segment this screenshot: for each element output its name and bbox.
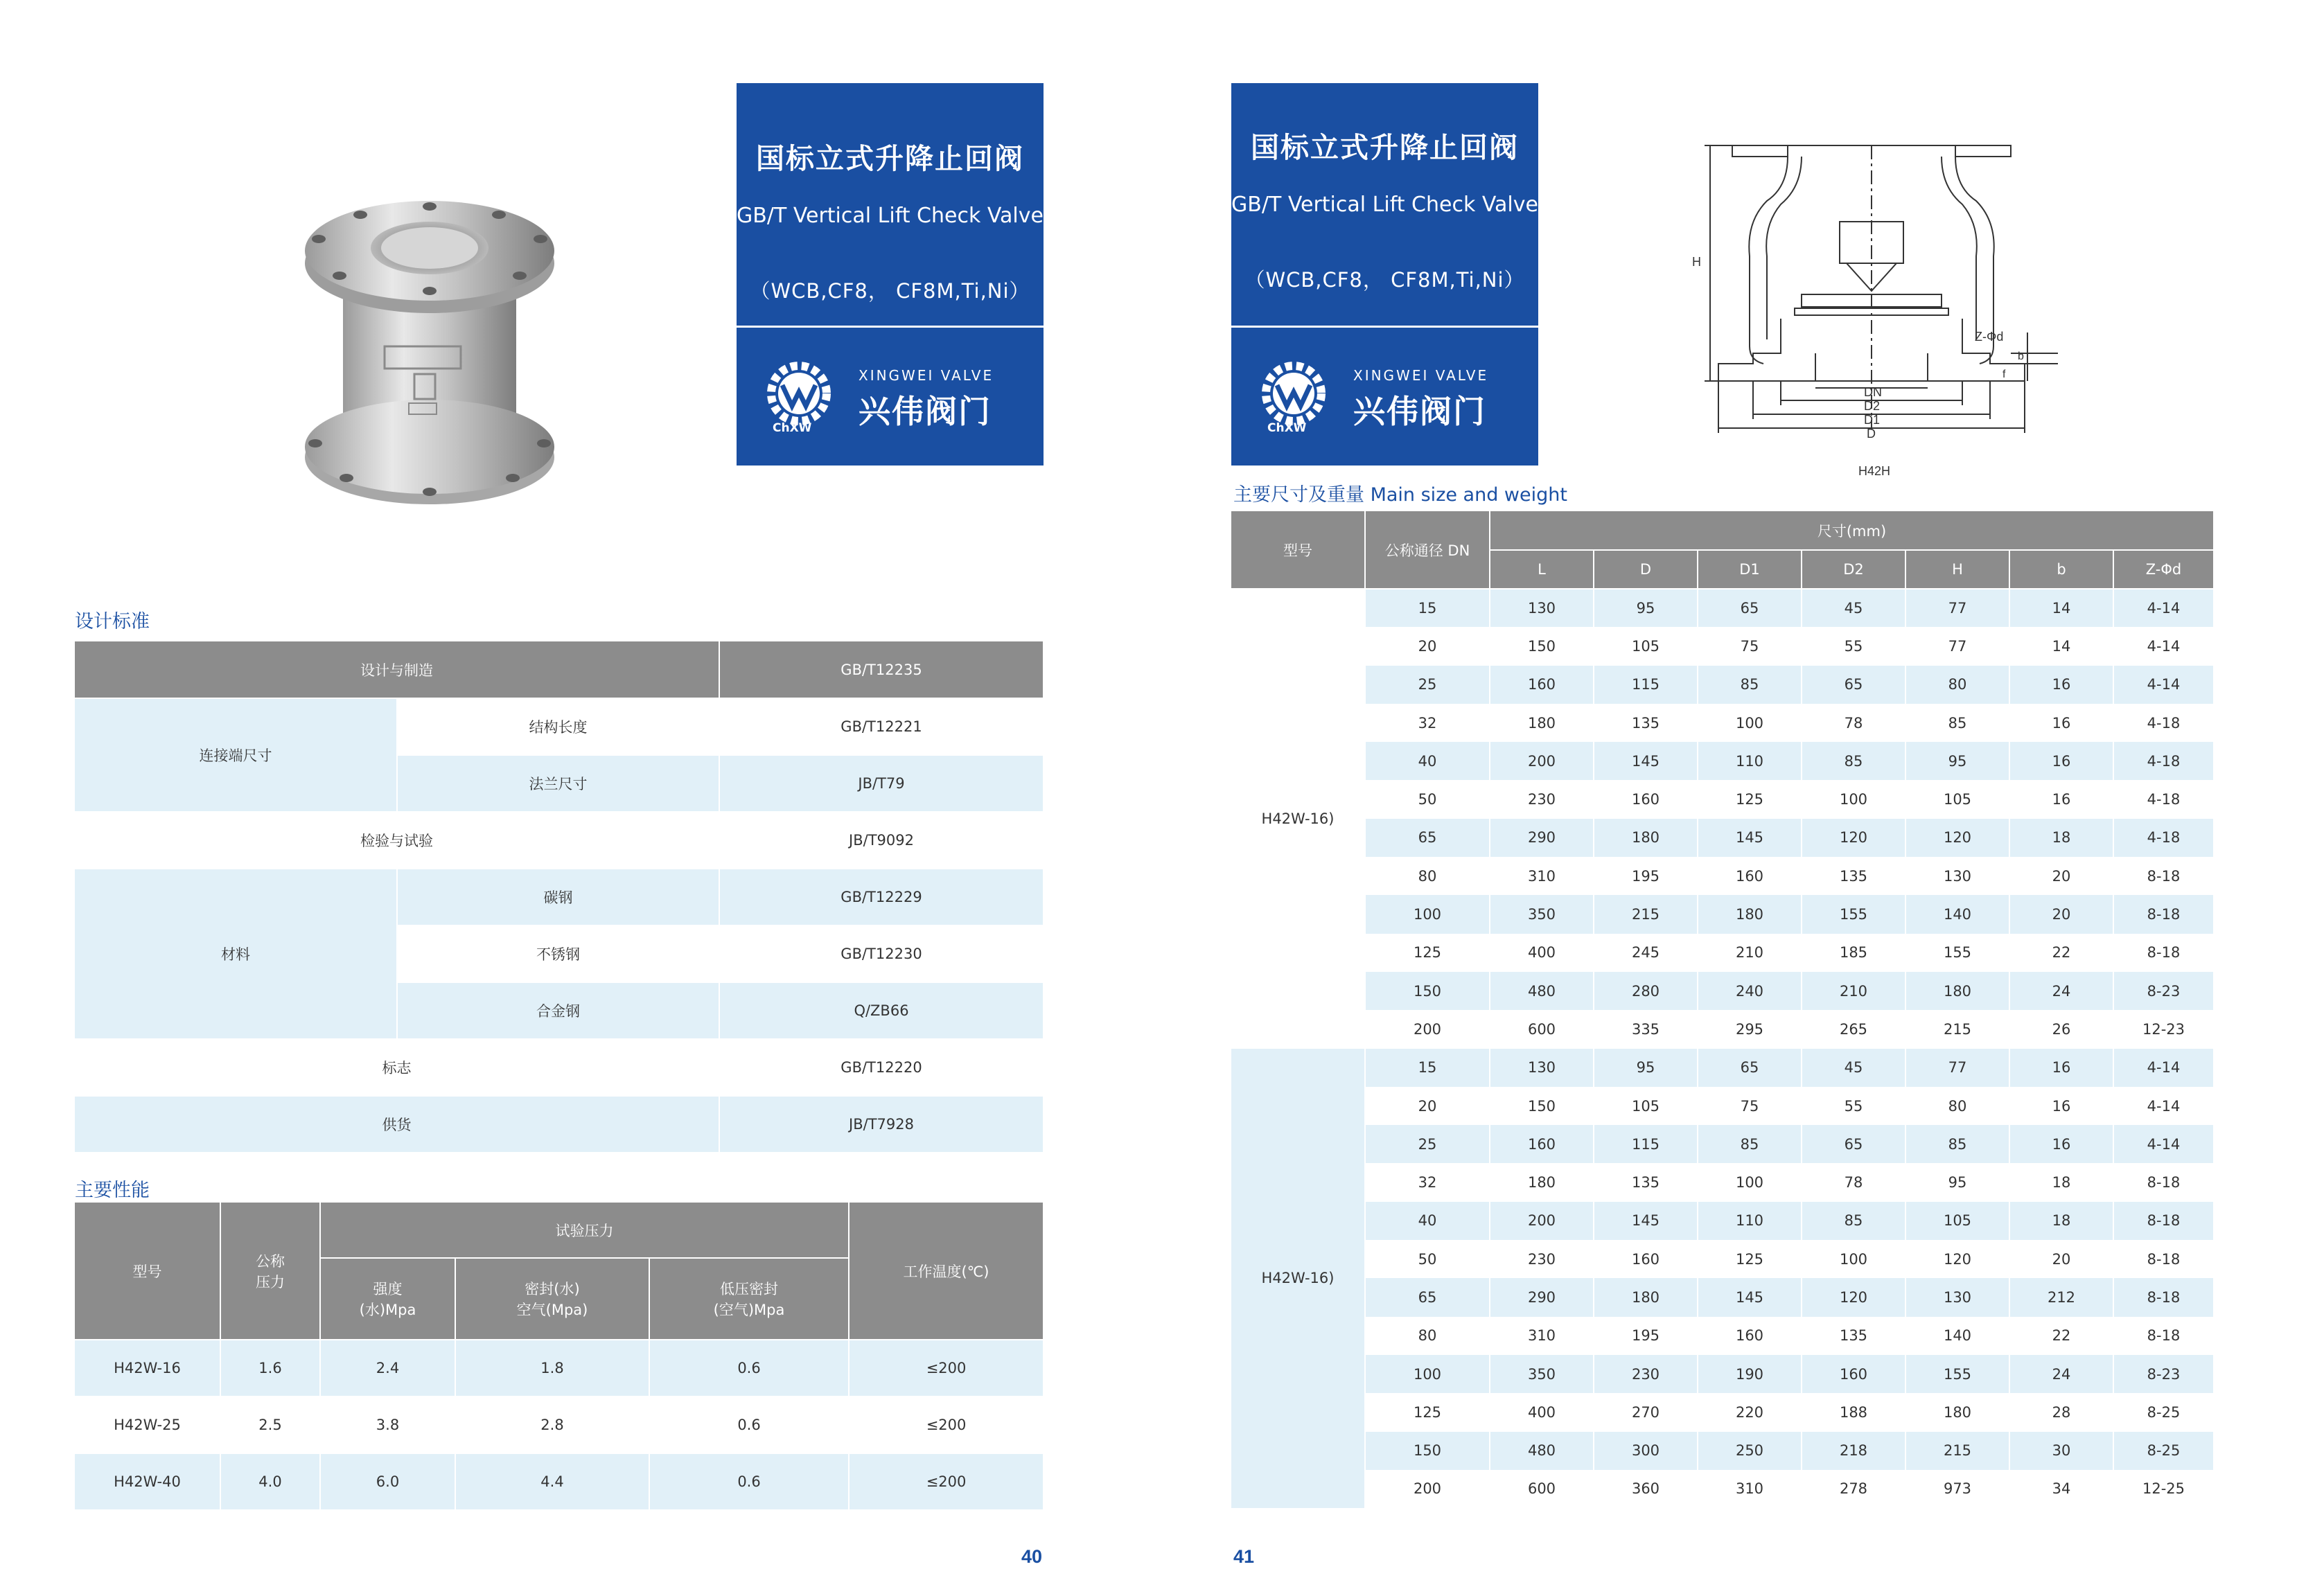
table-cell: 310 — [1490, 1317, 1594, 1355]
table-cell: 230 — [1594, 1355, 1698, 1393]
table-cell: 215 — [1905, 1432, 2009, 1470]
table-cell: 8-25 — [2113, 1393, 2214, 1431]
table-cell: 180 — [1698, 895, 1802, 933]
page-number-right: 41 — [1233, 1546, 1255, 1567]
table-cell: 270 — [1594, 1393, 1698, 1431]
table-cell: 218 — [1802, 1432, 1905, 1470]
table-row — [1231, 857, 2214, 895]
table-cell: 55 — [1802, 1087, 1905, 1125]
drawing-model-label: H42H — [1858, 464, 1891, 478]
table-cell: 180 — [1905, 972, 2009, 1010]
table-cell: 150 — [1365, 972, 1490, 1010]
model-cell: H42W-16) — [1231, 1049, 1365, 1509]
table-cell: 20 — [2009, 1240, 2113, 1278]
logo-abbr: ChXW — [773, 421, 812, 435]
perf-model-header: 型号 — [75, 1203, 220, 1340]
table-cell: 120 — [1905, 1240, 2009, 1278]
table-cell: 160 — [1594, 780, 1698, 818]
table-cell: 120 — [1802, 819, 1905, 857]
page-number-left: 40 — [1021, 1546, 1043, 1567]
table-cell: 4-18 — [2113, 704, 2214, 742]
marking-value: GB/T12220 — [719, 1039, 1044, 1096]
drawing-dn-label: DN — [1864, 385, 1882, 399]
table-cell: 45 — [1802, 589, 1905, 627]
table-cell: 65 — [1365, 819, 1490, 857]
table-cell: 40 — [1365, 742, 1490, 780]
table-cell: 135 — [1594, 704, 1698, 742]
product-title-en: GB/T Vertical Lift Check Valve — [1231, 193, 1538, 217]
table-cell: 15 — [1365, 589, 1490, 627]
table-cell: 600 — [1490, 1010, 1594, 1048]
size-dn-header: 公称通径 DN — [1365, 511, 1490, 589]
table-cell: 50 — [1365, 1240, 1490, 1278]
size-table-title: 主要尺寸及重量 Main size and weight — [1233, 484, 1567, 506]
table-cell: 85 — [1698, 1125, 1802, 1163]
drawing-d1-label: D1 — [1864, 413, 1881, 427]
flange-size-label: 法兰尺寸 — [397, 755, 719, 812]
perf-test-pressure-header: 试验压力 — [320, 1203, 849, 1258]
table-cell: 220 — [1698, 1393, 1802, 1431]
table-cell: 4-14 — [2113, 1125, 2214, 1163]
table-cell: 155 — [1905, 934, 2009, 972]
stainless-steel-label: 不锈钢 — [397, 925, 719, 982]
table-row — [1231, 1317, 2214, 1355]
table-cell: 120 — [1802, 1278, 1905, 1316]
drawing-d2-label: D2 — [1864, 399, 1881, 413]
table-row: H42W-25 2.5 3.8 2.8 0.6 ≤200 — [75, 1397, 1044, 1453]
flange-size-value: JB/T79 — [719, 755, 1044, 812]
table-cell: 95 — [1905, 742, 2009, 780]
company-logo — [737, 339, 1044, 457]
size-mm-header: 尺寸(mm) — [1490, 511, 2214, 550]
table-cell: 145 — [1594, 1202, 1698, 1240]
table-cell: 4-18 — [2113, 742, 2214, 780]
performance-table — [75, 1203, 1044, 1511]
product-materials: （WCB,CF8， CF8M,Ti,Ni） — [750, 279, 1030, 303]
table-cell: 16 — [2009, 704, 2113, 742]
table-cell: 350 — [1490, 1355, 1594, 1393]
size-model-header: 型号 — [1231, 511, 1365, 589]
table-cell: 16 — [2009, 742, 2113, 780]
table-cell: 8-25 — [2113, 1432, 2214, 1470]
table-cell: 100 — [1802, 1240, 1905, 1278]
drawing-f-label: f — [2002, 369, 2006, 380]
table-cell: 20 — [1365, 627, 1490, 665]
table-cell: 180 — [1594, 819, 1698, 857]
table-cell: 130 — [1490, 589, 1594, 627]
table-row — [1231, 1049, 2214, 1087]
table-cell: 105 — [1905, 780, 2009, 818]
table-cell: 14 — [2009, 589, 2113, 627]
table-cell: 15 — [1365, 1049, 1490, 1087]
table-cell: 16 — [2009, 1125, 2113, 1163]
table-cell: 200 — [1365, 1010, 1490, 1048]
size-table: 型号 公称通径 DN 尺寸(mm) L D D1 D2 H b Z-Φd H42W-16) 15 130 95 65 45 77 14 4-14 20 150 105 75 55 77 14 4-14 25 160 115 85 65 80 16 4-14 32 180 135 100 78 85 16 4-18 40 200 145 110 85 95 16 4-18 50 230 160 125 100 105 16 4-18 65 290 180 145 120 120 18 4-18 80 310 195 160 135 130 20 8-18 100 350 215 180 155 140 20 8-18 125 400 245 210 185 155 22 8-18 150 480 280 240 210 180 24 8-23 200 600 335 295 265 215 26 12-23 H42W-16) 15 130 95 65 45 77 16 4-14 20 150 105 75 55 80 16 4-14 25 160 115 85 65 85 16 4-14 32 180 135 100 78 95 18 8-18 40 200 145 110 85 105 18 8-18 50 230 160 125 100 120 20 8-18 65 290 180 145 120 130 212 8-18 80 310 195 160 135 140 22 8-18 100 350 230 190 160 155 24 8-23 125 400 270 220 188 180 28 8-25 150 480 300 250 218 215 30 8-25 200 600 360 310 278 973 34 12-25 — [1231, 511, 2215, 1508]
table-cell: 65 — [1802, 666, 1905, 704]
table-cell: 210 — [1802, 972, 1905, 1010]
table-cell: 230 — [1490, 1240, 1594, 1278]
model-cell: H42W-16) — [1231, 589, 1365, 1049]
table-cell: 26 — [2009, 1010, 2113, 1048]
table-cell: 480 — [1490, 1432, 1594, 1470]
table-cell: 140 — [1905, 1317, 2009, 1355]
table-cell: 78 — [1802, 1163, 1905, 1201]
table-cell: 75 — [1698, 1087, 1802, 1125]
table-cell: 278 — [1802, 1470, 1905, 1508]
table-cell: 125 — [1698, 780, 1802, 818]
brand-box-right — [1231, 83, 1538, 466]
table-cell: 45 — [1802, 1049, 1905, 1087]
table-cell: 350 — [1490, 895, 1594, 933]
table-cell: 180 — [1490, 1163, 1594, 1201]
table-row — [1231, 1432, 2214, 1470]
table-cell: 310 — [1490, 857, 1594, 895]
table-row — [1231, 589, 2214, 627]
table-cell: 100 — [1698, 704, 1802, 742]
table-cell: 50 — [1365, 780, 1490, 818]
logo-abbr: ChXW — [1267, 421, 1307, 435]
table-cell: 400 — [1490, 1393, 1594, 1431]
connection-label: 连接端尺寸 — [75, 698, 397, 812]
table-row: H42W-16 1.6 2.4 1.8 0.6 ≤200 — [75, 1340, 1044, 1397]
table-cell: 145 — [1698, 819, 1802, 857]
logo-en: XINGWEI VALVE — [859, 367, 994, 384]
table-row — [1231, 1202, 2214, 1240]
table-cell: 18 — [2009, 1202, 2113, 1240]
logo-en: XINGWEI VALVE — [1353, 367, 1489, 384]
table-cell: 155 — [1802, 895, 1905, 933]
table-cell: 100 — [1365, 895, 1490, 933]
table-row — [1231, 704, 2214, 742]
product-title-cn: 国标立式升降止回阀 — [756, 142, 1024, 175]
table-cell: 18 — [2009, 819, 2113, 857]
table-cell: 12-23 — [2113, 1010, 2214, 1048]
table-cell: 100 — [1365, 1355, 1490, 1393]
table-cell: 78 — [1802, 704, 1905, 742]
table-cell: 110 — [1698, 742, 1802, 780]
table-cell: 18 — [2009, 1163, 2113, 1201]
perf-seal-header: 密封(水) 空气(Mpa) — [455, 1258, 649, 1340]
table-row — [1231, 1240, 2214, 1278]
table-cell: 100 — [1698, 1163, 1802, 1201]
table-cell: 80 — [1905, 1087, 2009, 1125]
product-title-cn: 国标立式升降止回阀 — [1251, 131, 1519, 164]
table-cell: 130 — [1905, 1278, 2009, 1316]
table-cell: 160 — [1698, 1317, 1802, 1355]
table-cell: 8-18 — [2113, 1278, 2214, 1316]
table-cell: 310 — [1698, 1470, 1802, 1508]
valve-section-drawing — [1692, 125, 2058, 485]
table-row — [1231, 780, 2214, 818]
table-cell: 125 — [1365, 934, 1490, 972]
table-row — [1231, 1163, 2214, 1201]
table-cell: 95 — [1594, 589, 1698, 627]
table-cell: 25 — [1365, 1125, 1490, 1163]
table-cell: 80 — [1365, 857, 1490, 895]
table-cell: 4-18 — [2113, 819, 2214, 857]
stainless-steel-value: GB/T12230 — [719, 925, 1044, 982]
table-cell: 22 — [2009, 934, 2113, 972]
table-cell: 77 — [1905, 1049, 2009, 1087]
table-cell: 125 — [1365, 1393, 1490, 1431]
table-cell: 8-18 — [2113, 857, 2214, 895]
table-row — [1231, 1278, 2214, 1316]
table-cell: 16 — [2009, 1049, 2113, 1087]
table-cell: 160 — [1594, 1240, 1698, 1278]
logo-cn: 兴伟阀门 — [859, 393, 992, 430]
table-cell: 65 — [1802, 1125, 1905, 1163]
table-cell: 32 — [1365, 1163, 1490, 1201]
table-row — [1231, 1355, 2214, 1393]
table-cell: 300 — [1594, 1432, 1698, 1470]
design-manufacture-value: GB/T12235 — [719, 641, 1044, 698]
table-cell: 190 — [1698, 1355, 1802, 1393]
table-cell: 4-14 — [2113, 1049, 2214, 1087]
table-cell: 185 — [1802, 934, 1905, 972]
table-cell: 110 — [1698, 1202, 1802, 1240]
perf-strength-header: 强度 (水)Mpa — [320, 1258, 455, 1340]
carbon-steel-label: 碳钢 — [397, 869, 719, 925]
inspection-value: JB/T9092 — [719, 812, 1044, 869]
table-cell: 77 — [1905, 627, 2009, 665]
table-row — [1231, 819, 2214, 857]
table-cell: 16 — [2009, 780, 2113, 818]
table-cell: 195 — [1594, 1317, 1698, 1355]
table-cell: 8-18 — [2113, 1163, 2214, 1201]
table-cell: 195 — [1594, 857, 1698, 895]
table-cell: 95 — [1905, 1163, 2009, 1201]
table-cell: 4-14 — [2113, 1087, 2214, 1125]
table-cell: 34 — [2009, 1470, 2113, 1508]
table-cell: 85 — [1698, 666, 1802, 704]
table-cell: 77 — [1905, 589, 2009, 627]
table-cell: 160 — [1490, 1125, 1594, 1163]
table-cell: 75 — [1698, 627, 1802, 665]
table-row — [1231, 1393, 2214, 1431]
table-cell: 180 — [1490, 704, 1594, 742]
product-materials: （WCB,CF8， CF8M,Ti,Ni） — [1244, 268, 1525, 292]
table-row — [1231, 972, 2214, 1010]
table-cell: 8-23 — [2113, 972, 2214, 1010]
table-cell: 16 — [2009, 666, 2113, 704]
table-cell: 65 — [1698, 1049, 1802, 1087]
table-row — [1231, 895, 2214, 933]
table-cell: 125 — [1698, 1240, 1802, 1278]
table-cell: 85 — [1802, 1202, 1905, 1240]
table-cell: 115 — [1594, 666, 1698, 704]
table-cell: 240 — [1698, 972, 1802, 1010]
table-cell: 150 — [1490, 1087, 1594, 1125]
table-cell: 55 — [1802, 627, 1905, 665]
table-cell: 335 — [1594, 1010, 1698, 1048]
table-cell: 215 — [1594, 895, 1698, 933]
table-cell: 4-14 — [2113, 627, 2214, 665]
table-cell: 973 — [1905, 1470, 2009, 1508]
table-cell: 135 — [1802, 857, 1905, 895]
drawing-d-label: D — [1867, 427, 1876, 441]
table-cell: 20 — [2009, 857, 2113, 895]
table-cell: 105 — [1594, 1087, 1698, 1125]
table-row — [1231, 742, 2214, 780]
table-cell: 105 — [1594, 627, 1698, 665]
performance-title: 主要性能 — [75, 1180, 150, 1201]
table-cell: 4-18 — [2113, 780, 2214, 818]
table-cell: 4-14 — [2113, 589, 2214, 627]
design-standard-title: 设计标准 — [75, 611, 150, 632]
table-cell: 400 — [1490, 934, 1594, 972]
table-cell: 180 — [1905, 1393, 2009, 1431]
table-cell: 8-18 — [2113, 1317, 2214, 1355]
material-label: 材料 — [75, 869, 397, 1039]
table-cell: 180 — [1594, 1278, 1698, 1316]
table-cell: 22 — [2009, 1317, 2113, 1355]
table-cell: 155 — [1905, 1355, 2009, 1393]
table-cell: 265 — [1802, 1010, 1905, 1048]
table-cell: 212 — [2009, 1278, 2113, 1316]
alloy-steel-value: Q/ZB66 — [719, 982, 1044, 1039]
table-cell: 135 — [1594, 1163, 1698, 1201]
inspection-label: 检验与试验 — [75, 812, 719, 869]
table-cell: 290 — [1490, 1278, 1594, 1316]
table-cell: 130 — [1490, 1049, 1594, 1087]
table-cell: 12-25 — [2113, 1470, 2214, 1508]
valve-photo — [298, 187, 568, 520]
table-cell: 28 — [2009, 1393, 2113, 1431]
table-cell: 25 — [1365, 666, 1490, 704]
table-cell: 85 — [1905, 1125, 2009, 1163]
table-cell: 160 — [1490, 666, 1594, 704]
table-cell: 80 — [1365, 1317, 1490, 1355]
table-cell: 32 — [1365, 704, 1490, 742]
table-cell: 95 — [1594, 1049, 1698, 1087]
table-cell: 85 — [1802, 742, 1905, 780]
table-cell: 105 — [1905, 1202, 2009, 1240]
gear-logo-icon — [766, 360, 832, 427]
table-cell: 8-18 — [2113, 1240, 2214, 1278]
table-row — [1231, 1087, 2214, 1125]
table-cell: 150 — [1365, 1432, 1490, 1470]
table-cell: 24 — [2009, 1355, 2113, 1393]
table-cell: 20 — [2009, 895, 2113, 933]
table-cell: 210 — [1698, 934, 1802, 972]
table-cell: 290 — [1490, 819, 1594, 857]
table-cell: 150 — [1490, 627, 1594, 665]
table-cell: 360 — [1594, 1470, 1698, 1508]
marking-label: 标志 — [75, 1039, 719, 1096]
alloy-steel-label: 合金钢 — [397, 982, 719, 1039]
perf-pressure-header: 公称 压力 — [220, 1203, 320, 1340]
brand-box-left — [737, 83, 1044, 466]
table-cell: 8-23 — [2113, 1355, 2214, 1393]
table-cell: 215 — [1905, 1010, 2009, 1048]
table-cell: 85 — [1905, 704, 2009, 742]
table-cell: 24 — [2009, 972, 2113, 1010]
table-cell: 280 — [1594, 972, 1698, 1010]
table-cell: 200 — [1490, 1202, 1594, 1240]
table-cell: 160 — [1802, 1355, 1905, 1393]
drawing-b-label: b — [2018, 351, 2024, 362]
table-cell: 8-18 — [2113, 934, 2214, 972]
table-cell: 188 — [1802, 1393, 1905, 1431]
table-cell: 145 — [1594, 742, 1698, 780]
table-cell: 8-18 — [2113, 1202, 2214, 1240]
product-title-en: GB/T Vertical Lift Check Valve — [737, 204, 1044, 228]
table-cell: 65 — [1365, 1278, 1490, 1316]
table-cell: 480 — [1490, 972, 1594, 1010]
supply-label: 供货 — [75, 1096, 719, 1153]
table-cell: 14 — [2009, 627, 2113, 665]
table-row: H42W-40 4.0 6.0 4.4 0.6 ≤200 — [75, 1453, 1044, 1510]
design-manufacture-label: 设计与制造 — [75, 641, 719, 698]
table-row — [1231, 1470, 2214, 1508]
supply-value: JB/T7928 — [719, 1096, 1044, 1153]
company-logo — [1231, 339, 1538, 457]
table-row — [1231, 1010, 2214, 1048]
table-cell: 245 — [1594, 934, 1698, 972]
table-cell: 140 — [1905, 895, 2009, 933]
logo-cn: 兴伟阀门 — [1353, 393, 1486, 430]
table-cell: 230 — [1490, 780, 1594, 818]
design-standard-table — [75, 641, 1044, 1153]
table-row — [1231, 666, 2214, 704]
table-cell: 145 — [1698, 1278, 1802, 1316]
table-cell: 295 — [1698, 1010, 1802, 1048]
table-row — [1231, 934, 2214, 972]
table-cell: 120 — [1905, 819, 2009, 857]
drawing-bolt-label: Z-Φd — [1975, 330, 2004, 344]
table-cell: 30 — [2009, 1432, 2113, 1470]
table-cell: 20 — [1365, 1087, 1490, 1125]
table-row — [1231, 627, 2214, 665]
table-cell: 65 — [1698, 589, 1802, 627]
structure-length-label: 结构长度 — [397, 698, 719, 755]
table-cell: 600 — [1490, 1470, 1594, 1508]
table-cell: 130 — [1905, 857, 2009, 895]
table-cell: 40 — [1365, 1202, 1490, 1240]
table-cell: 200 — [1365, 1470, 1490, 1508]
table-cell: 160 — [1698, 857, 1802, 895]
table-row — [1231, 1125, 2214, 1163]
carbon-steel-value: GB/T12229 — [719, 869, 1044, 925]
drawing-h-label: H — [1692, 255, 1701, 269]
table-cell: 4-14 — [2113, 666, 2214, 704]
perf-temp-header: 工作温度(℃) — [849, 1203, 1044, 1340]
gear-logo-icon — [1260, 360, 1327, 427]
table-cell: 250 — [1698, 1432, 1802, 1470]
table-cell: 100 — [1802, 780, 1905, 818]
table-cell: 16 — [2009, 1087, 2113, 1125]
table-cell: 115 — [1594, 1125, 1698, 1163]
perf-lowseal-header: 低压密封 (空气)Mpa — [649, 1258, 849, 1340]
table-cell: 80 — [1905, 666, 2009, 704]
table-cell: 8-18 — [2113, 895, 2214, 933]
table-cell: 135 — [1802, 1317, 1905, 1355]
table-cell: 200 — [1490, 742, 1594, 780]
structure-length-value: GB/T12221 — [719, 698, 1044, 755]
